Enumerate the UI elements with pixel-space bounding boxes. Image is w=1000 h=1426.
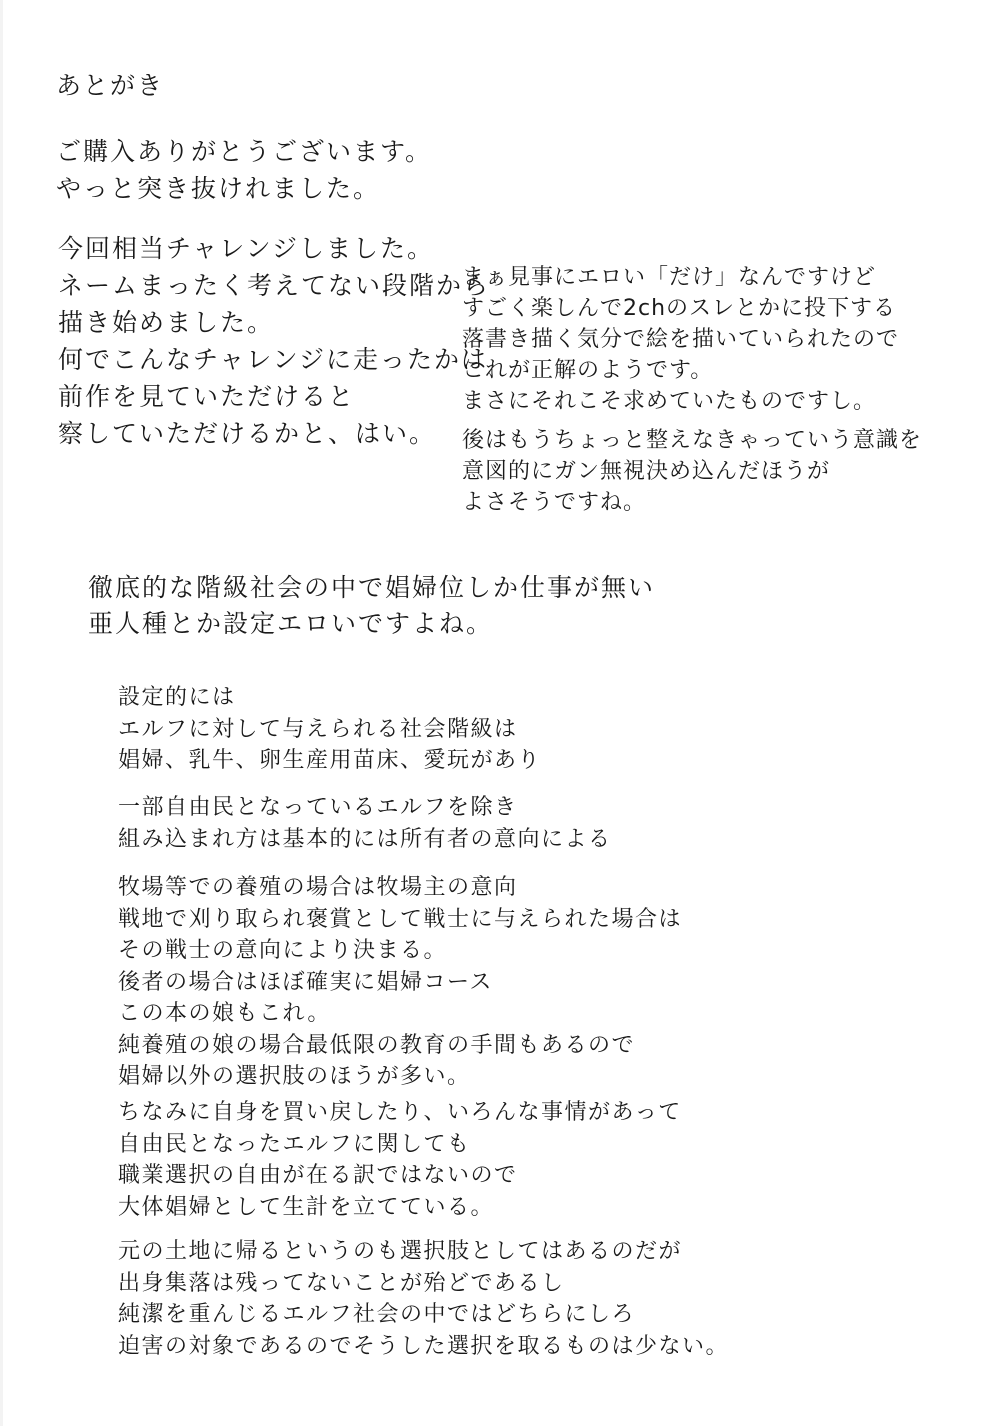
challenge-paragraph [58,230,490,452]
setting-classes-paragraph [118,682,541,777]
text-line: 意図的にガン無視決め込んだほうが [462,459,831,484]
text-line: ご購入ありがとうございます。 [56,137,433,166]
text-line: 何でこんなチャレンジに走ったかは [58,345,489,374]
intro-paragraph [56,133,432,207]
text-line: 大体娼婦として生計を立てている。 [118,1194,495,1220]
text-line: 組み込まれ方は基本的には所有者の意向による [118,826,612,852]
text-line: 牧場等での養殖の場合は牧場主の意向 [118,875,518,900]
text-line: 前作を見ていただけると [58,382,356,411]
text-line: 今回相当チャレンジしました。 [58,234,435,263]
text-line: その戦士の意向により決まる。 [118,938,448,963]
text-line: 娼婦、乳牛、卵生産用苗床、愛玩があり [118,748,542,773]
text-line: この本の娘もこれ。 [118,1001,331,1026]
text-line: 後者の場合はほぼ確実に娼婦コース [118,969,493,995]
text-line: よさそうですね。 [462,490,647,515]
text-line: 元の土地に帰るというのも選択肢としてはあるのだが [118,1239,683,1264]
text-line: 亜人種とか設定エロいですよね。 [88,609,494,638]
text-line: 落書き描く気分で絵を描いていられたので [462,327,900,352]
text-line: すごく楽しんで2chのスレとかに投下する [462,296,897,321]
text-line: 察していただけるかと、はい。 [58,419,437,448]
text-line: やっと突き抜けれました。 [56,174,381,203]
text-line: ちなみに自身を買い戻したり、いろんな事情があって [118,1100,682,1125]
text-line: これが正解のようです。 [462,358,714,383]
setting-intro-paragraph [88,570,655,642]
title-text: あとがき [56,71,165,100]
text-line: 描き始めました。 [58,308,275,337]
afterword-title [56,66,164,106]
text-line: まさにそれこそ求めていたものですし。 [462,389,877,414]
reflection-paragraph [462,262,899,417]
setting-freedmen-paragraph [118,1097,682,1223]
scan-edge [0,0,3,1426]
text-line: 純潔を重んじるエルフ社会の中ではどちらにしろ [118,1302,636,1327]
text-line: エルフに対して与えられる社会階級は [118,716,518,742]
next-time-paragraph [462,425,922,518]
text-line: 娼婦以外の選択肢のほうが多い。 [118,1064,471,1089]
setting-free-paragraph [118,792,612,855]
setting-ranch-paragraph [118,872,682,1093]
text-line: まぁ見事にエロい「だけ」なんですけど [462,265,877,290]
text-line: 純養殖の娘の場合最低限の教育の手間もあるので [118,1032,636,1058]
text-line: 徹底的な階級社会の中で娼婦位しか仕事が無い [88,573,656,602]
text-line: 職業選択の自由が在る訳ではないので [118,1163,518,1188]
text-line: 戦地で刈り取られ褒賞として戦士に与えられた場合は [118,906,683,932]
text-line: ネームまったく考えてない段階から [58,271,491,300]
setting-return-paragraph [118,1236,729,1362]
text-line: 設定的には [118,685,236,710]
text-line: 出身集落は残ってないことが殆どであるし [118,1270,565,1296]
text-line: 一部自由民となっているエルフを除き [118,795,518,820]
text-line: 迫害の対象であるのでそうした選択を取るものは少ない。 [118,1333,730,1359]
text-line: 自由民となったエルフに関しても [118,1131,471,1157]
text-line: 後はもうちょっと整えなきゃっていう意識を [462,428,923,453]
